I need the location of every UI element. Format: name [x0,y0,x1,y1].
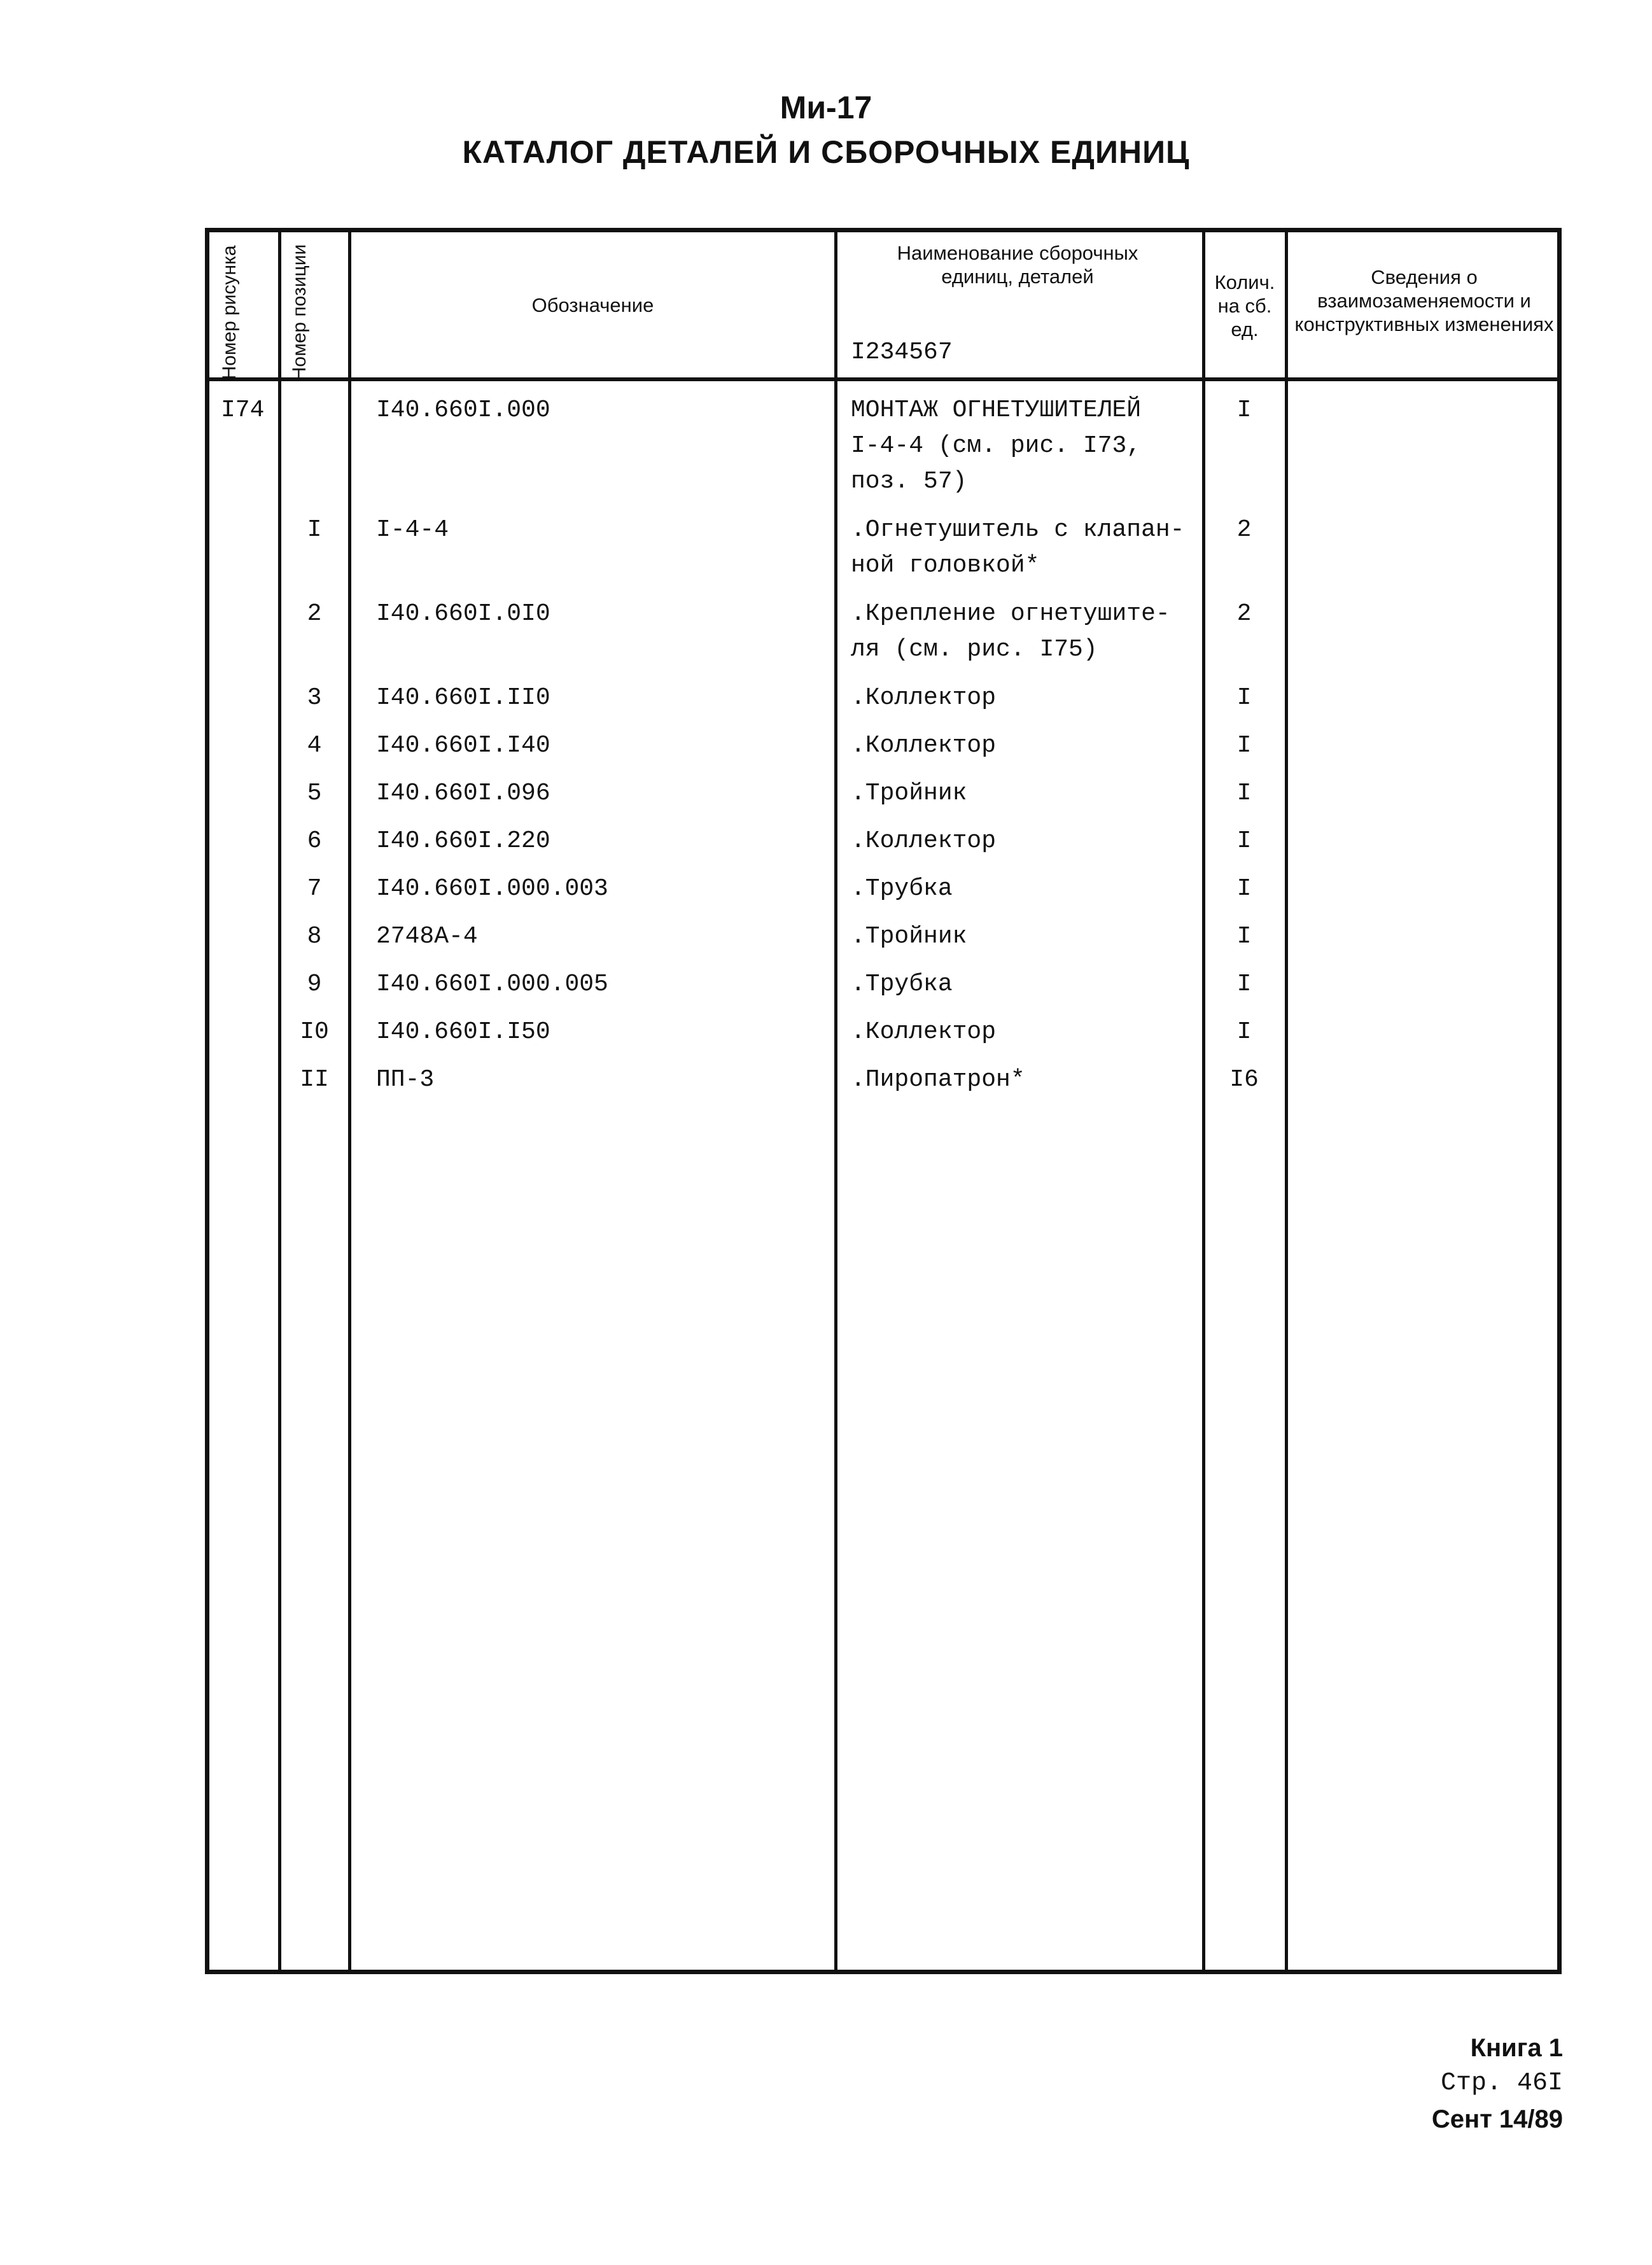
col-divider [834,232,837,1970]
row-pos: 7 [307,875,322,902]
row-name: .Коллектор [851,684,997,712]
document-title: Ми-17 [780,90,872,125]
row-qty: I6 [1229,1066,1259,1093]
header-fig-no: Номер рисунка [219,245,240,380]
row-qty: I [1236,396,1252,424]
parts-table [205,228,1562,1974]
row-designation: I40.660I.000.003 [376,875,608,902]
row-name: .Тройник [851,780,967,807]
row-pos: 8 [307,923,322,950]
col-divider [278,232,281,1970]
row-name: .Пиропатрон* [851,1066,1025,1093]
row-name: .Тройник [851,923,967,950]
col-divider [348,232,351,1970]
header-info: Сведения о взаимозаменяемости и конструктивных изменениях [1294,266,1554,335]
row-qty: I [1236,971,1252,998]
row-fig: I74 [221,396,265,424]
row-designation: I40.660I.II0 [376,684,550,712]
row-qty: I [1236,827,1252,855]
row-pos: 4 [307,732,322,759]
footer-page-number: Стр. 46I [1440,2069,1563,2098]
header-pos-no: Номер позиции [289,244,310,381]
row-designation: I40.660I.096 [376,780,550,807]
row-qty: I [1236,732,1252,759]
row-designation: I40.660I.0I0 [376,600,550,628]
header-qty: Колич. на сб. ед. [1214,271,1275,340]
row-designation: I40.660I.I40 [376,732,550,759]
row-designation: I40.660I.000 [376,396,550,424]
header-designation: Обозначение [531,294,654,316]
row-qty: I [1236,1018,1252,1046]
row-name: МОНТАЖ ОГНЕТУШИТЕЛЕЙ I-4-4 (см. рис. I73, поз. 57) [851,396,1142,495]
header-name: Наименование сборочных единиц, деталей [897,242,1138,288]
row-name: .Трубка [851,971,953,998]
row-name: .Огнетушитель с клапан- ной головкой* [851,516,1185,579]
row-designation: I40.660I.220 [376,827,550,855]
header-name-digits: I234567 [851,339,953,366]
row-qty: I [1236,875,1252,902]
row-designation: 2748А-4 [376,923,478,950]
row-qty: I [1236,684,1252,712]
row-designation: ПП-3 [376,1066,435,1093]
col-divider [1202,232,1205,1970]
row-qty: I [1236,780,1252,807]
row-pos: 9 [307,971,322,998]
header-divider [209,377,1557,381]
row-pos: 2 [307,600,322,628]
row-designation: I40.660I.000.005 [376,971,608,998]
row-pos: 3 [307,684,322,712]
row-qty: 2 [1236,600,1252,628]
row-name: .Коллектор [851,732,997,759]
row-pos: I [307,516,322,543]
footer-date: Сент 14/89 [1431,2105,1563,2133]
catalog-subtitle: КАТАЛОГ ДЕТАЛЕЙ И СБОРОЧНЫХ ЕДИНИЦ [462,134,1190,170]
row-name: .Коллектор [851,827,997,855]
row-pos: 6 [307,827,322,855]
row-pos: II [300,1066,329,1093]
row-qty: I [1236,923,1252,950]
col-divider [1285,232,1288,1970]
row-designation: I-4-4 [376,516,449,543]
row-name: .Трубка [851,875,953,902]
row-pos: 5 [307,780,322,807]
row-qty: 2 [1236,516,1252,543]
row-pos: I0 [300,1018,329,1046]
row-name: .Коллектор [851,1018,997,1046]
footer-book: Книга 1 [1470,2034,1563,2062]
row-designation: I40.660I.I50 [376,1018,550,1046]
row-name: .Крепление огнетушите- ля (см. рис. I75) [851,600,1170,663]
